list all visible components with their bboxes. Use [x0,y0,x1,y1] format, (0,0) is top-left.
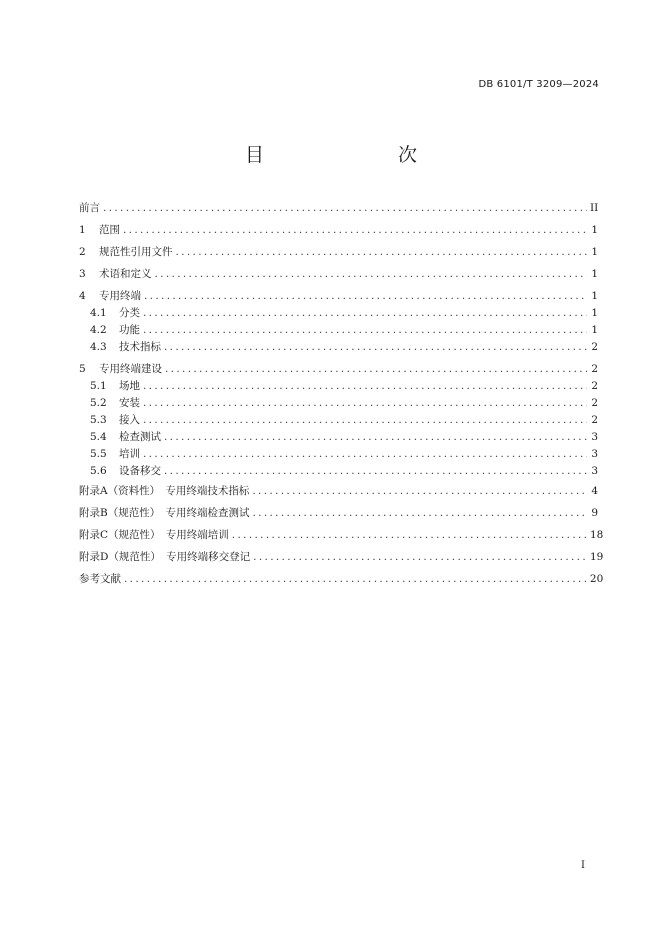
dot-leader [143,305,587,321]
toc-entry-number: 4 [79,290,86,302]
toc-entry[interactable] [90,378,598,394]
toc-entry-page: 1 [591,224,598,236]
toc-entry-number: 4.2 [90,324,107,336]
dot-leader [165,361,587,377]
toc-entry-label: 附录D（规范性） 专用终端移交登记 [79,551,251,563]
toc-entry-number: 5.5 [90,448,107,460]
toc-entry-label: 附录B（规范性） 专用终端检查测试 [79,507,250,519]
toc-entry-label: 专用终端 [99,290,141,302]
toc-entry-label: 技术指标 [119,341,161,353]
toc-entry-number: 4.3 [90,341,107,353]
toc-entry[interactable] [79,483,598,499]
toc-entry-number: 3 [79,268,86,280]
toc-entry-number: 5.2 [90,397,107,409]
toc-entry[interactable] [90,305,598,321]
toc-entry-page: 4 [591,485,598,497]
toc-entry-label: 分类 [119,307,140,319]
toc-entry[interactable] [79,571,604,587]
dot-leader [176,244,588,260]
toc-entry-label: 专用终端建设 [99,363,162,375]
toc-entry-label: 检查测试 [119,431,161,443]
toc-entry-number: 5.4 [90,431,107,443]
dot-leader [232,527,587,543]
toc-entry-number: 5.3 [90,414,107,426]
dot-leader [164,429,587,445]
toc-entry-number: 5 [79,363,86,375]
toc-entry[interactable] [79,361,598,377]
toc-entry-page: 9 [591,507,598,519]
toc-entry-page: 20 [589,573,604,585]
dot-leader [144,288,587,304]
toc-entry-page: 2 [591,341,598,353]
toc-entry[interactable] [79,288,598,304]
toc-entry[interactable] [90,395,598,411]
toc-entry-number: 4.1 [90,307,107,319]
toc-entry-page: 1 [591,324,598,336]
toc-entry-label: 附录C（规范性） 专用终端培训 [79,529,229,541]
toc-entry-number: 1 [79,224,86,236]
dot-leader [253,549,587,565]
dot-leader [252,483,587,499]
toc-entry-page: 1 [591,307,598,319]
toc-entry-page: 19 [590,551,604,563]
dot-leader [143,412,587,428]
toc-entry[interactable] [90,412,598,428]
toc-entry-label: 功能 [119,324,140,336]
toc-entry-number: 5.1 [90,380,107,392]
toc-entry-label: 接入 [119,414,140,426]
toc-entry-page: 3 [591,448,598,460]
toc-entry-label: 设备移交 [119,465,161,477]
toc-entry[interactable] [90,429,598,445]
toc-entry[interactable] [90,322,598,338]
dot-leader [123,222,587,238]
toc-entry[interactable] [90,339,598,355]
toc-entry[interactable] [79,244,598,260]
dot-leader [252,505,587,521]
dot-leader [103,200,587,216]
toc-entry-label: 前言 [79,202,100,214]
toc-entry-label: 规范性引用文件 [99,246,173,258]
toc-entry-label: 安装 [119,397,140,409]
toc-entry-number: 2 [79,246,86,258]
toc-entry-page: 3 [591,465,598,477]
toc-entry-page: 2 [591,363,598,375]
dot-leader [143,378,587,394]
toc-entry-page: 2 [591,397,598,409]
toc-entry[interactable] [79,549,604,565]
toc-entry-page: II [590,202,599,214]
toc-entry-label: 培训 [119,448,140,460]
toc-entry-number: 5.6 [90,465,107,477]
dot-leader [124,571,587,587]
toc-entry-label: 场地 [119,380,140,392]
dot-leader [143,322,587,338]
toc-entry[interactable] [79,222,598,238]
page-number: I [581,860,585,871]
dot-leader [143,446,587,462]
toc-entry-page: 3 [591,431,598,443]
toc-entry[interactable] [79,200,598,216]
toc-entry-page: 1 [591,290,598,302]
toc-entry[interactable] [90,463,598,479]
toc-entry-page: 1 [591,246,598,258]
page-title: 目 次 [244,144,449,166]
toc-entry[interactable] [79,266,598,282]
dot-leader [143,395,587,411]
toc-entry-label: 附录A（资料性） 专用终端技术指标 [79,485,250,497]
toc-entry-label: 参考文献 [79,573,121,585]
toc-entry-page: 2 [591,414,598,426]
dot-leader [155,266,588,282]
document-code: DB 6101/T 3209—2024 [478,79,599,90]
toc-entry[interactable] [79,505,598,521]
toc-entry[interactable] [90,446,598,462]
toc-entry-page: 1 [591,268,598,280]
dot-leader [164,463,587,479]
toc-entry-label: 术语和定义 [99,268,152,280]
toc-entry-page: 2 [591,380,598,392]
dot-leader [164,339,587,355]
toc-entry-page: 18 [590,529,604,541]
toc-entry-label: 范围 [99,224,120,236]
toc-entry[interactable] [79,527,604,543]
